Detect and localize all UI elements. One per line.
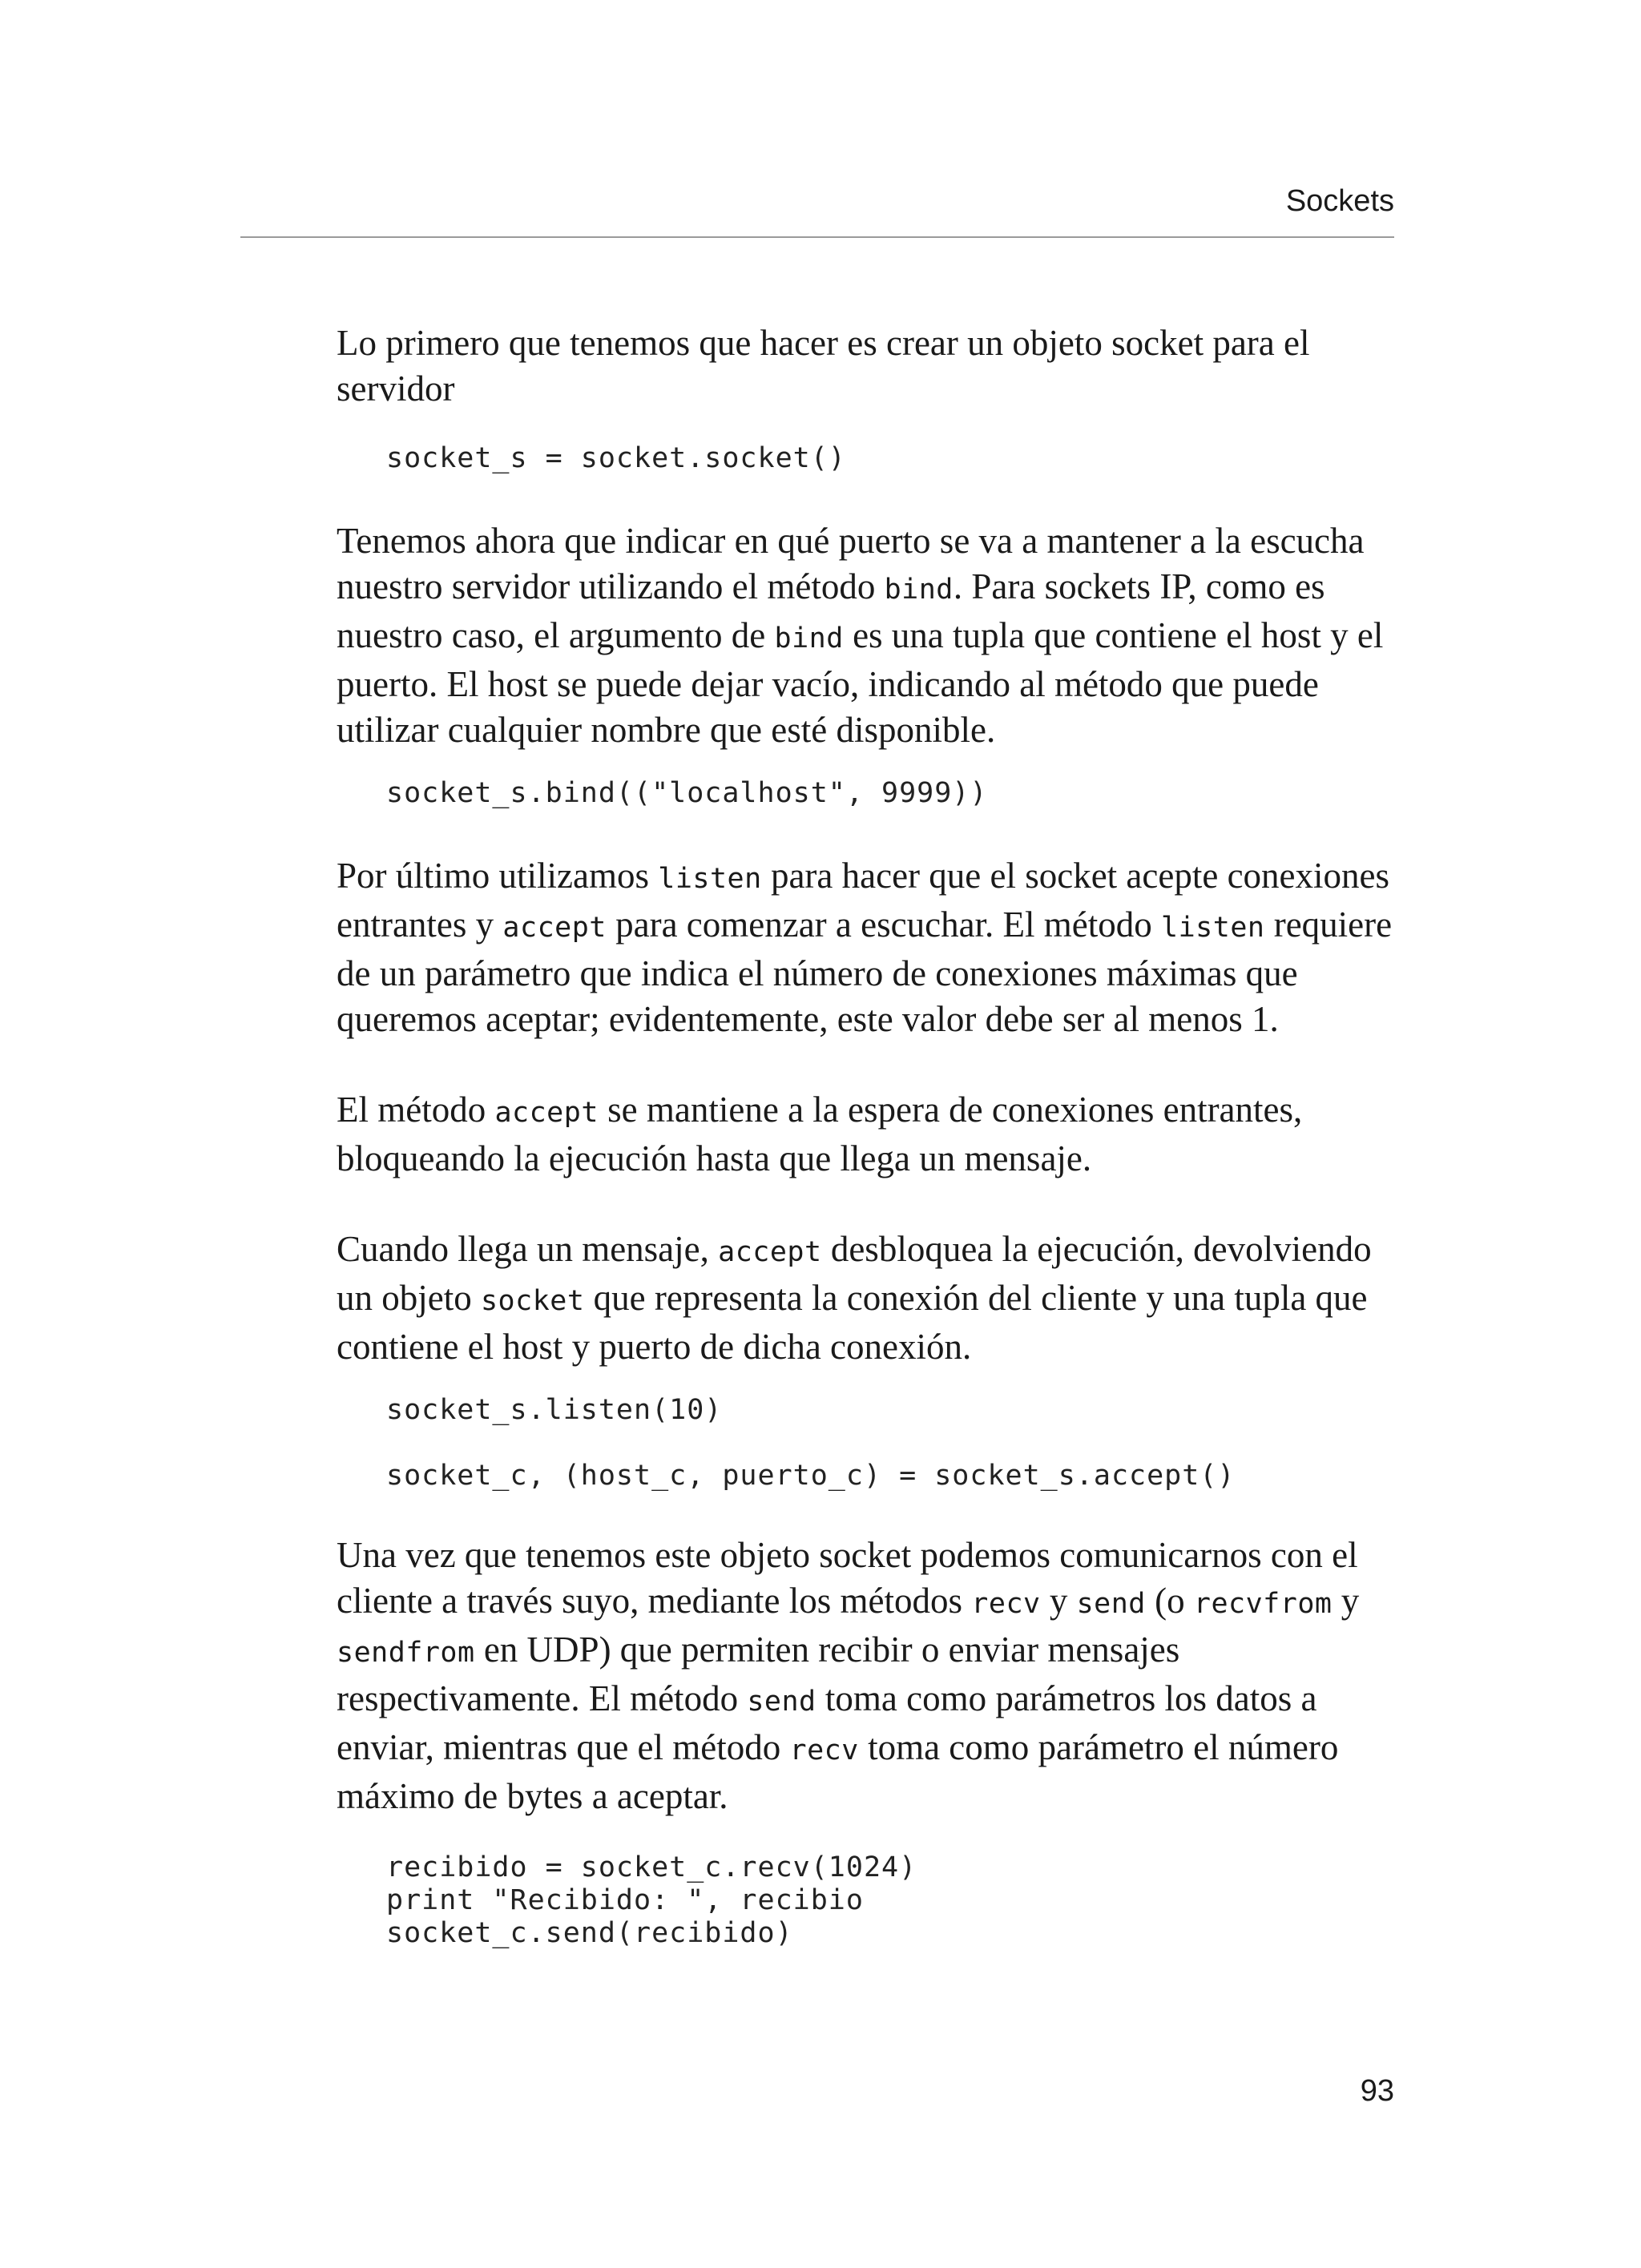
text-run: (o — [1145, 1581, 1194, 1621]
inline-code: listen — [658, 863, 762, 895]
text-run: requiere de un parámetro que indica el número de conexiones máximas que queremos aceptar; evidentemente, este valor debe ser al menos 1. — [337, 904, 1393, 1039]
paragraph-4 — [337, 1087, 1402, 1182]
text-run: Una vez que tenemos este objeto socket podemos comunicarnos con el cliente a través suyo, mediante los métodos — [337, 1535, 1358, 1621]
code-block-socket-create: socket_s = socket.socket() — [386, 442, 846, 474]
inline-code: bind — [774, 622, 844, 655]
inline-code: accept — [502, 912, 607, 944]
text-run: es una tupla que contiene el host y el puerto. El host se puede dejar vacío, indicando al método que puede utilizar cualquier nombre que esté disponible. — [337, 615, 1384, 750]
paragraph-3 — [337, 853, 1402, 1042]
code-block-recv-send: recibido = socket_c.recv(1024) print "Recibido: ", recibio socket_c.send(recibido) — [386, 1851, 917, 1949]
code-block-bind: socket_s.bind(("localhost", 9999)) — [386, 777, 988, 809]
inline-code: recvfrom — [1193, 1588, 1333, 1620]
code-block-accept: socket_c, (host_c, puerto_c) = socket_s.accept() — [386, 1460, 1236, 1492]
inline-code: recv — [971, 1588, 1041, 1620]
text-run: para comenzar a escuchar. El método — [606, 904, 1162, 945]
inline-code: send — [747, 1686, 816, 1718]
inline-code: recv — [789, 1734, 859, 1766]
text-run: en UDP) que permiten recibir o enviar mensajes respectivamente. El método — [337, 1629, 1180, 1718]
inline-code: socket — [480, 1285, 585, 1317]
text-run: Tenemos ahora que indicar en qué puerto se va a mantener a la escucha nuestro servidor utilizando el método — [337, 521, 1365, 606]
text-run: . Para sockets IP, como es nuestro caso, el argumento de — [337, 566, 1325, 655]
text-run: toma como parámetros los datos a enviar, mientras que el método — [337, 1678, 1317, 1767]
header-rule — [240, 236, 1394, 238]
text-run: toma como parámetro el número máximo de bytes a aceptar. — [337, 1727, 1339, 1816]
text-run: Cuando llega un mensaje, — [337, 1229, 719, 1269]
code-block-listen: socket_s.listen(10) — [386, 1394, 723, 1426]
text-run: Por último utilizamos — [337, 856, 659, 896]
text-run: que representa la conexión del cliente y una tupla que contiene el host y puerto de dicha conexión. — [337, 1278, 1368, 1367]
paragraph-1: Lo primero que tenemos que hacer es crear un objeto socket para el servidor — [337, 323, 1310, 409]
inline-code: accept — [494, 1097, 599, 1129]
page-body — [337, 320, 1402, 1950]
paragraph-6 — [337, 1533, 1402, 1819]
inline-code: accept — [718, 1236, 822, 1268]
text-run: desbloquea la ejecución, devolviendo un objeto — [337, 1229, 1372, 1318]
text-run: se mantiene a la espera de conexiones entrantes, bloqueando la ejecución hasta que llega un mensaje. — [337, 1090, 1303, 1178]
paragraph-2 — [337, 518, 1402, 753]
inline-code: listen — [1161, 912, 1265, 944]
paragraph-5 — [337, 1227, 1402, 1370]
page-number: 93 — [1360, 2074, 1394, 2108]
text-run: para hacer que el socket acepte conexiones entrantes y — [337, 856, 1390, 945]
inline-code: sendfrom — [337, 1637, 475, 1669]
inline-code: bind — [884, 574, 954, 606]
inline-code: send — [1076, 1588, 1146, 1620]
text-run: El método — [337, 1090, 495, 1130]
text-run: y — [1332, 1581, 1360, 1621]
running-header-title: Sockets — [1285, 184, 1394, 218]
text-run: y — [1040, 1581, 1077, 1621]
